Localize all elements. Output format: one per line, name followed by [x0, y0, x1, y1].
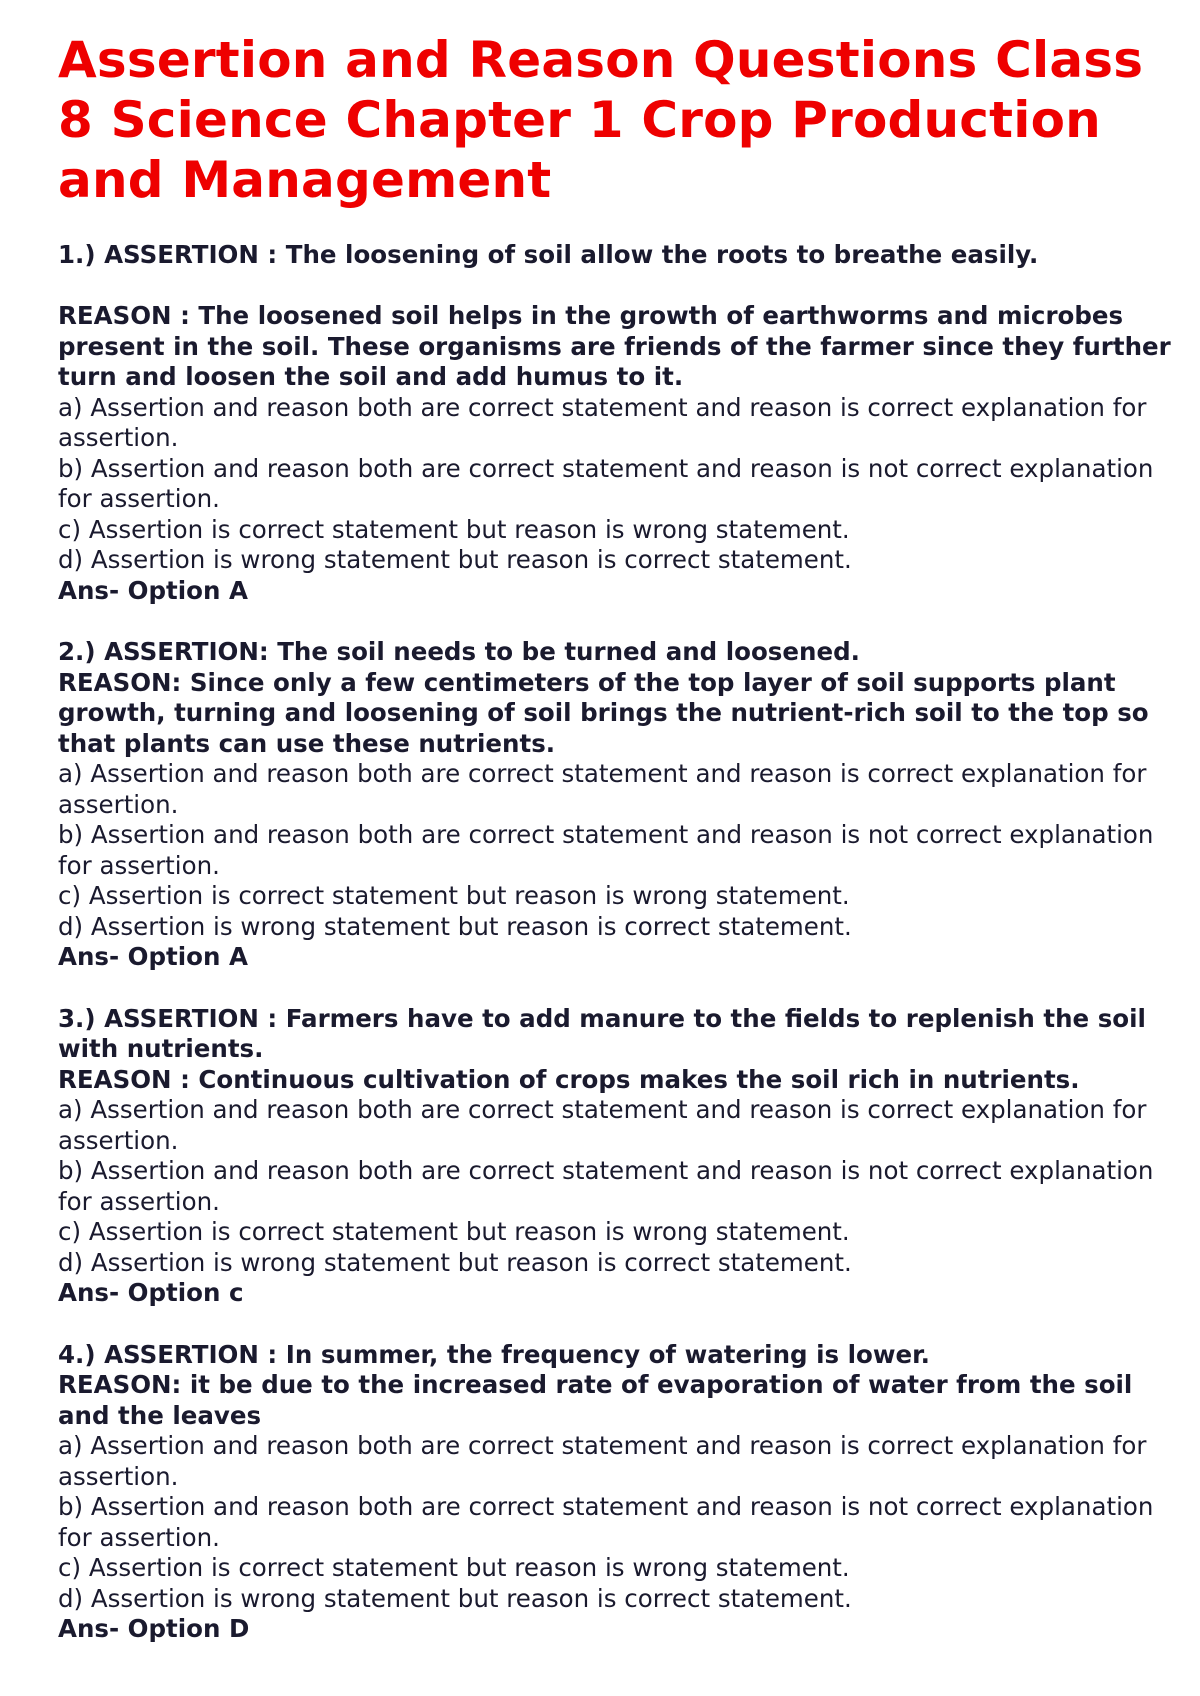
- reason-text: REASON : Continuous cultivation of crops makes the soil rich in nutrients.: [58, 1064, 1080, 1094]
- question-4: [58, 1340, 1178, 1645]
- answer-text: Ans- Option c: [58, 1278, 244, 1307]
- option-c: c) Assertion is correct statement but reason is wrong statement.: [58, 1553, 850, 1582]
- option-d: d) Assertion is wrong statement but reason is correct statement.: [58, 1583, 852, 1613]
- answer-text: Ans- Option A: [58, 942, 248, 971]
- reason-text: REASON: it be due to the increased rate of evaporation of water from the soil and the leaves: [58, 1370, 1133, 1430]
- page-title: Assertion and Reason Questions Class 8 Science Chapter 1 Crop Production and Management: [58, 31, 1144, 209]
- question-1: [58, 240, 1178, 606]
- reason-text: REASON: Since only a few centimeters of the top layer of soil supports plant growth, turning and loosening of soil brings the nutrient-rich soil to the top so that plants can use these nutrients.: [58, 667, 1149, 758]
- option-a: a) Assertion and reason both are correct statement and reason is correct explanation for assertion.: [58, 1095, 1147, 1155]
- option-c: c) Assertion is correct statement but reason is wrong statement.: [58, 514, 850, 544]
- question-3: [58, 1004, 1178, 1309]
- answer-text: Ans- Option A: [58, 575, 248, 605]
- option-d: d) Assertion is wrong statement but reason is correct statement.: [58, 1247, 852, 1277]
- option-b: b) Assertion and reason both are correct statement and reason is not correct explanation for assertion.: [58, 820, 1154, 880]
- assertion-text: 3.) ASSERTION : Farmers have to add manure to the fields to replenish the soil with nutrients.: [58, 1003, 1146, 1063]
- option-d: d) Assertion is wrong statement but reason is correct statement.: [58, 545, 852, 574]
- question-2: [58, 637, 1178, 973]
- option-b: b) Assertion and reason both are correct statement and reason is not correct explanation for assertion.: [58, 453, 1154, 513]
- option-a: a) Assertion and reason both are correct statement and reason is correct explanation for assertion.: [58, 392, 1147, 452]
- option-a: a) Assertion and reason both are correct statement and reason is correct explanation for assertion.: [58, 759, 1147, 819]
- option-c: c) Assertion is correct statement but reason is wrong statement.: [58, 881, 850, 910]
- option-b: b) Assertion and reason both are correct statement and reason is not correct explanation for assertion.: [58, 1156, 1154, 1216]
- option-d: d) Assertion is wrong statement but reason is correct statement.: [58, 911, 852, 941]
- document-page: [58, 30, 1178, 1676]
- option-a: a) Assertion and reason both are correct statement and reason is correct explanation for assertion.: [58, 1431, 1147, 1491]
- answer-text: Ans- Option D: [58, 1614, 250, 1643]
- option-b: b) Assertion and reason both are correct statement and reason is not correct explanation for assertion.: [58, 1492, 1154, 1552]
- assertion-text: 4.) ASSERTION : In summer, the frequency of watering is lower.: [58, 1339, 930, 1369]
- reason-text: REASON : The loosened soil helps in the growth of earthworms and microbes present in the soil. These organisms are friends of the farmer since they further turn and loosen the soil and add humus to it.: [58, 301, 1171, 391]
- option-c: c) Assertion is correct statement but reason is wrong statement.: [58, 1217, 850, 1246]
- assertion-text: 1.) ASSERTION : The loosening of soil allow the roots to breathe easily.: [58, 240, 1039, 269]
- assertion-text: 2.) ASSERTION: The soil needs to be turned and loosened.: [58, 637, 860, 666]
